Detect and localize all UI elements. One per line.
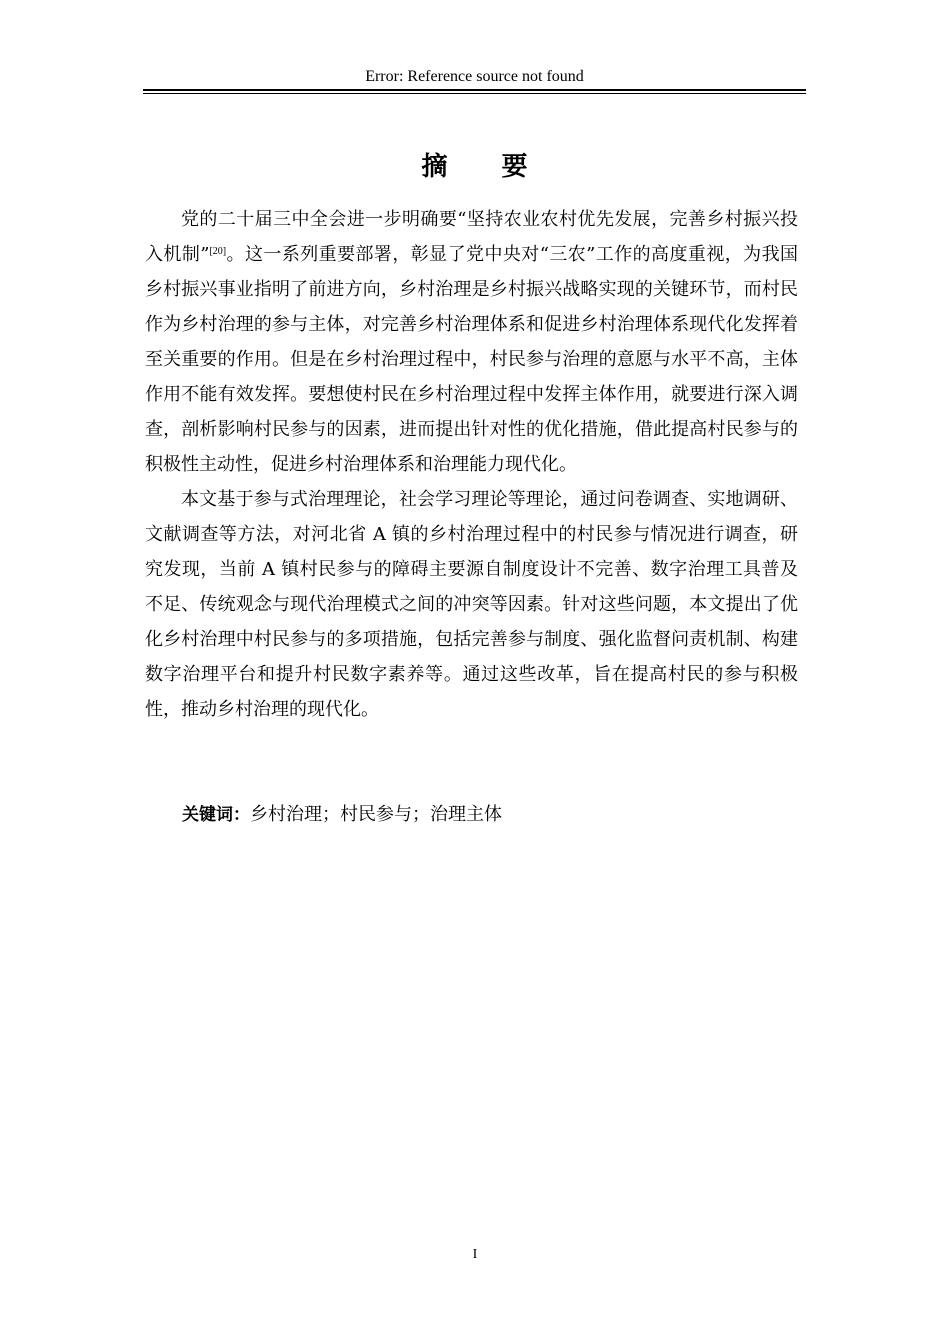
abstract-paragraph-1 <box>145 202 798 482</box>
paragraph-1-part-2: 。这一系列重要部署，彰显了党中央对“三农”工作的高度重视，为我国乡村振兴事业指明了前进方向，乡村治理是乡村振兴战略实现的关键环节，而村民作为乡村治理的参与主体，对完善乡村治理体系和促进乡村治理体系现代化发挥着至关重要的作用。但是在乡村治理过程中，村民参与治理的意愿与水平不高，主体作用不能有效发挥。要想使村民在乡村治理过程中发挥主体作用，就要进行深入调查，剖析影响村民参与的因素，进而提出针对性的优化措施，借此提高村民参与的积极性主动性，促进乡村治理体系和治理能力现代化。 <box>145 244 798 475</box>
abstract-paragraph-2: 本文基于参与式治理理论，社会学习理论等理论，通过问卷调查、实地调研、文献调查等方法，对河北省 A 镇的乡村治理过程中的村民参与情况进行调查，研究发现，当前 A 镇村民参与的障碍主要源自制度设计不完善、数字治理工具普及不足、传统观念与现代治理模式之间的冲突等因素。针对这些问题，本文提出了优化乡村治理中村民参与的多项措施，包括完善参与制度、强化监督问责机制、构建数字治理平台和提升村民数字素养等。通过这些改革，旨在提高村民的参与积极性，推动乡村治理的现代化。 <box>145 489 798 720</box>
keywords-line <box>182 800 502 830</box>
header-rule-thick <box>143 89 806 91</box>
keywords-value: 乡村治理；村民参与；治理主体 <box>250 804 502 825</box>
abstract-body <box>145 202 798 727</box>
page-number: I <box>472 1247 478 1262</box>
citation-marker[interactable]: [20] <box>209 246 227 257</box>
running-header: Error: Reference source not found <box>365 68 584 85</box>
header-rule-thin <box>143 93 806 94</box>
paragraph-1-part-1: 党的二十届三中全会进一步明确要“坚持农业农村优先发展，完善乡村振兴投入机制” <box>145 209 798 265</box>
abstract-title: 摘 要 <box>421 152 542 182</box>
keywords-label: 关键词： <box>182 805 250 825</box>
